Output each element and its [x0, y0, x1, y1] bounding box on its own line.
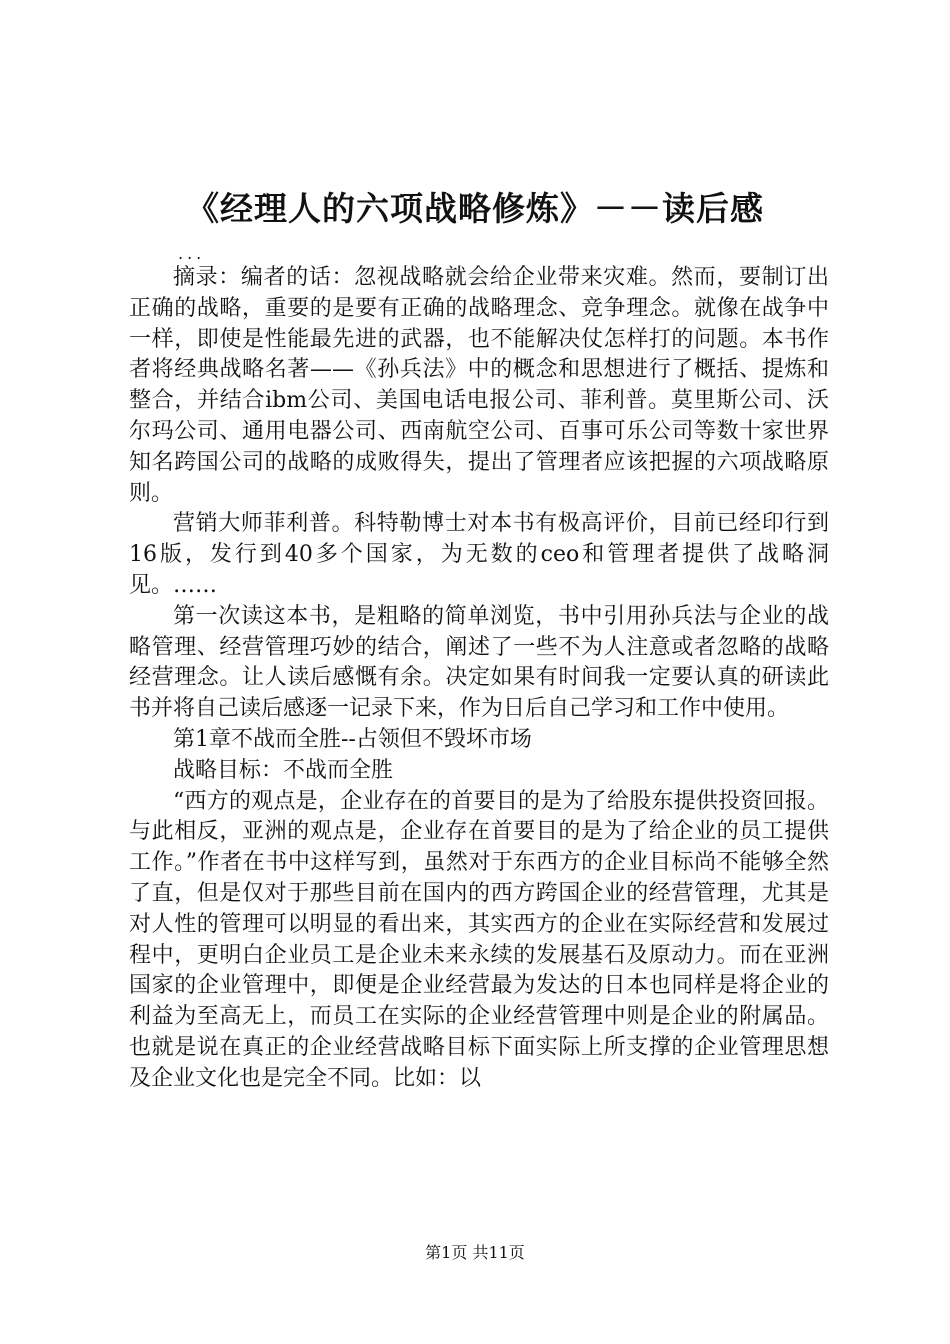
strategy-goal: 战略目标：不战而全胜 [173, 757, 394, 783]
ellipsis-text: ... [178, 244, 206, 263]
document-body [129, 263, 829, 1095]
chapter-heading: 第1章不战而全胜--占领但不毁坏市场 [173, 726, 532, 752]
paragraph-east-west: “西方的观点是，企业存在的首要目的是为了给股东提供投资回报。与此相反，亚洲的观点是，企业存在首要目的是为了给企业的员工提供工作。”作者在书中这样写到，虽然对于东西方的企业目标尚不能够全然了直，但是仅对于那些目前在国内的西方跨国企业的经营管理，尤其是对人性的管理可以明显的看出来，其实西方的企业在实际经营和发展过程中，更明白企业员工是企业未来永续的发展基石及原动力。而在亚洲国家的企业管理中，即便是企业经营最为发达的日本也同样是将企业的利益为至高无上，而员工在实际的企业经营管理中则是企业的附属品。也就是说在真正的企业经营战略目标下面实际上所支撑的企业管理思想及企业文化也是完全不同。比如：以 [129, 788, 829, 1091]
document-title: 《经理人的六项战略修炼》－－读后感 [186, 189, 764, 228]
paragraph-review: 营销大师菲利普。科特勒博士对本书有极高评价，目前已经印行到16版，发行到40多个国家，为无数的ceo和管理者提供了战略洞见。…… [129, 511, 829, 598]
paragraph-first-reading: 第一次读这本书，是粗略的简单浏览，书中引用孙兵法与企业的战略管理、经营管理巧妙的结合，阐述了一些不为人注意或者忽略的战略经营理念。让人读后感慨有余。决定如果有时间我一定要认真的研读此书并将自己读后感逐一记录下来，作为日后自己学习和工作中使用。 [129, 603, 829, 722]
paragraph-abstract: 摘录：编者的话：忽视战略就会给企业带来灾难。然而，要制订出正确的战略，重要的是要有正确的战略理念、竞争理念。就像在战争中一样，即使是性能最先进的武器，也不能解决仗怎样打的问题。本书作者将经典战略名著——《孙兵法》中的概念和思想进行了概括、提炼和整合，并结合ibm公司、美国电话电报公司、菲利普。莫里斯公司、沃尔玛公司、通用电器公司、西南航空公司、百事可乐公司等数十家世界知名跨国公司的战略的成败得失，提出了管理者应该把握的六项战略原则。 [129, 265, 829, 506]
page-number-footer: 第1页 共11页 [425, 1243, 525, 1262]
